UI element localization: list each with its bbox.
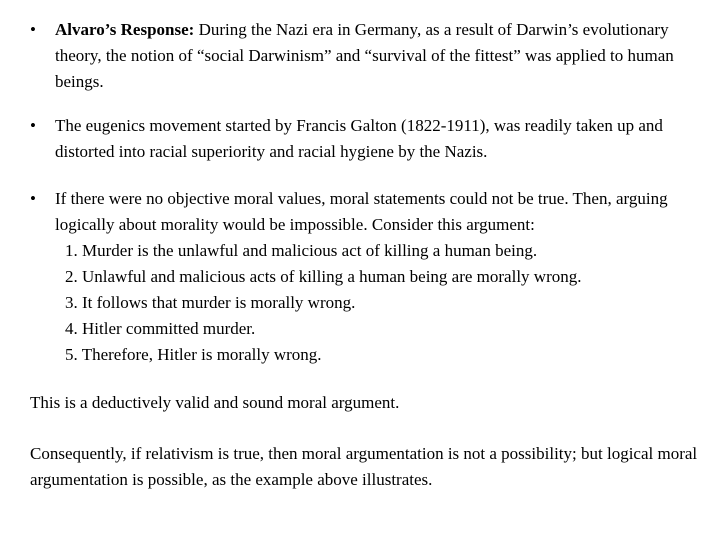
bullet-glyph: • bbox=[30, 116, 36, 135]
bullet-bold-lead: Alvaro’s Response: bbox=[55, 20, 195, 39]
bullet-eugenics bbox=[30, 113, 690, 165]
bullet-glyph: • bbox=[30, 20, 36, 39]
closing-paragraph: Consequently, if relativism is true, then moral argumentation is not a possibility; but logical moral argumentation is possible, as the example above illustrates. bbox=[30, 444, 698, 489]
bullet-alvaro-response bbox=[30, 17, 690, 95]
argument-step: 2. Unlawful and malicious acts of killing a human being are morally wrong. bbox=[65, 267, 582, 286]
bullet-intro: If there were no objective moral values, moral statements could not be true. Then, arguing logically about morality would be impossible. Consider this argument: bbox=[55, 189, 668, 234]
argument-steps bbox=[55, 238, 690, 368]
bullet-moral-argument bbox=[30, 186, 690, 368]
bullet-glyph: • bbox=[30, 189, 36, 208]
argument-step: 4. Hitler committed murder. bbox=[65, 319, 256, 338]
bullet-body bbox=[55, 186, 690, 368]
argument-step: 5. Therefore, Hitler is morally wrong. bbox=[65, 345, 322, 364]
argument-step: 3. It follows that murder is morally wrong. bbox=[65, 293, 356, 312]
conclusion-text: This is a deductively valid and sound moral argument. bbox=[30, 393, 400, 412]
bullet-body: The eugenics movement started by Francis Galton (1822-1911), was readily taken up and distorted into racial superiority and racial hygiene by the Nazis. bbox=[55, 116, 663, 161]
bullet-body: During the Nazi era in Germany, as a result of Darwin’s evolutionary theory, the notion of “social Darwinism” and “survival of the fittest” was applied to human beings. bbox=[55, 20, 674, 91]
bullet-text bbox=[55, 17, 690, 95]
argument-step: 1. Murder is the unlawful and malicious act of killing a human being. bbox=[65, 241, 538, 260]
